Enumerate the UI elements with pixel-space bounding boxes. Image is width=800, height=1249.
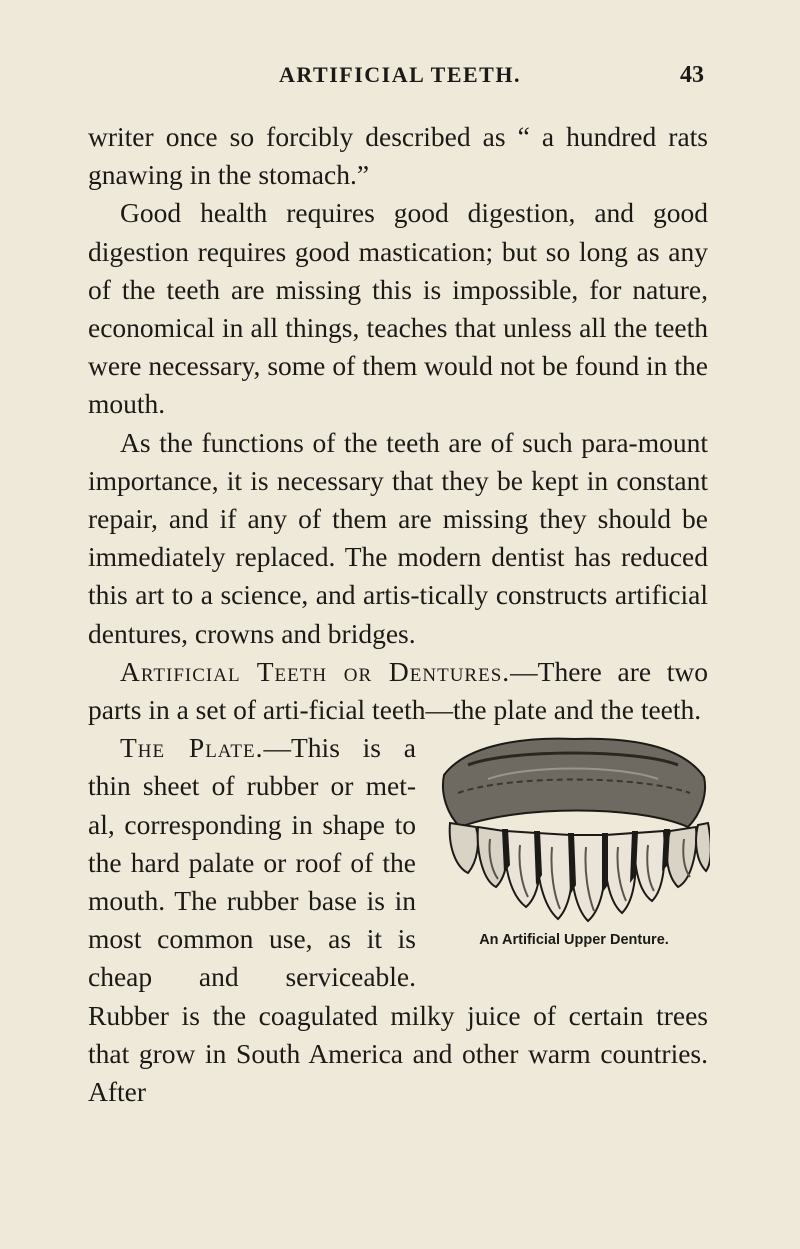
section-text-plate: —This is a thin sheet of rubber or met-al, corresponding in shape to the hard palate or roof of the mouth. The rubber base is in most common use, as it is cheap and serviceable. Rubber is the coagulated milky juice of certain trees that grow in South America and other warm countries. After — [88, 732, 708, 1108]
running-head — [0, 60, 800, 100]
running-title: ARTIFICIAL TEETH. — [279, 62, 521, 87]
section-text-dentures: —There are two parts in a set of arti-ficial teeth—the plate and the teeth. — [88, 655, 709, 726]
figure-upper-denture — [430, 735, 718, 965]
paragraph-functions: As the functions of the teeth are of such para-mount importance, it is necessary that they be kept in constant repair, and if any of them are missing they should be immediately replaced. The modern dentist has reduced this art to a science, and artis-tically constructs artificial dentures, crowns and bridges. — [88, 426, 708, 649]
section-heading-plate: The Plate. — [120, 732, 264, 764]
paragraph-health: Good health requires good digestion, and good digestion requires good mastication; but so long as any of the teeth are missing this is impossible, for nature, economical in all things, teaches that unless all the teeth were necessary, some of them would not be found in the mouth. — [88, 197, 708, 420]
figure-caption: An Artificial Upper Denture. — [479, 932, 669, 949]
paragraph-continued: writer once so forcibly described as “ a hundred rats gnawing in the stomach.” — [88, 121, 708, 191]
page-number: 43 — [680, 62, 704, 88]
body-text — [88, 118, 708, 1111]
paragraph-dentures — [88, 653, 708, 729]
upper-denture-illustration — [438, 735, 710, 931]
section-heading-dentures: Artificial Teeth or Dentures. — [120, 655, 511, 687]
